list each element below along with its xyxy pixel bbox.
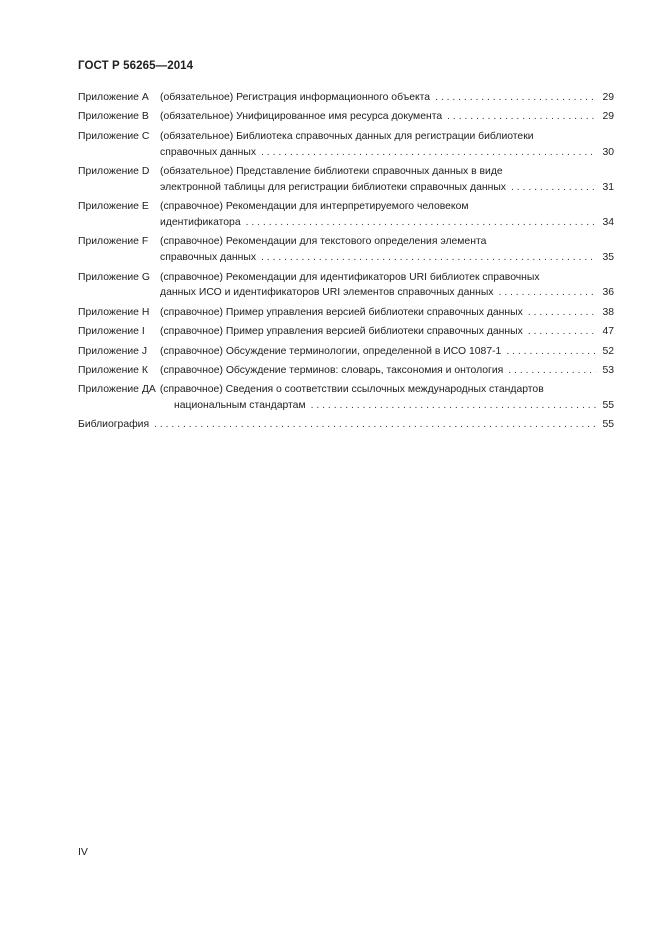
dot-leader <box>261 250 596 266</box>
toc-entry-title: (обязательное) Регистрация информационного объекта <box>160 92 431 103</box>
toc-entry-title: (справочное) Обсуждение терминов: словарь, таксономия и онтология <box>160 364 504 376</box>
toc-entry-page: 38 <box>602 306 614 318</box>
dot-leader <box>511 180 596 196</box>
table-of-contents <box>78 90 614 437</box>
dot-leader <box>435 90 596 106</box>
toc-entry-appendix-e[interactable] <box>78 199 614 231</box>
toc-entry-title-continuation: справочных данных <box>160 146 257 158</box>
dot-leader <box>506 344 596 360</box>
toc-entry-title: (справочное) Пример управления версией библиотеки справочных данных <box>160 326 523 338</box>
toc-entry-page: 29 <box>602 92 614 103</box>
toc-entry-appendix-b[interactable] <box>78 109 614 125</box>
toc-entry-label: Приложение I <box>78 326 145 338</box>
toc-entry-label: Приложение ДА <box>78 384 156 396</box>
dot-leader <box>154 417 596 433</box>
dot-leader <box>261 145 596 161</box>
toc-entry-appendix-i[interactable] <box>78 324 614 340</box>
toc-entry-label: Приложение В <box>78 111 149 123</box>
toc-entry-bibliography[interactable] <box>78 417 614 433</box>
toc-entry-appendix-d[interactable] <box>78 164 614 196</box>
toc-entry-title-continuation: электронной таблицы для регистрации библиотеки справочных данных <box>160 181 506 193</box>
toc-entry-appendix-c[interactable] <box>78 129 614 161</box>
toc-entry-appendix-h[interactable] <box>78 305 614 321</box>
toc-entry-title: (справочное) Сведения о соответствии ссылочных международных стандартов <box>159 384 544 396</box>
toc-entry-title-continuation: справочных данных <box>160 252 257 264</box>
toc-entry-title-continuation: идентификатора <box>160 216 241 228</box>
toc-entry-title: (справочное) Рекомендации для интерпретируемого человеком <box>160 201 469 213</box>
toc-entry-label: Приложение D <box>78 165 150 177</box>
toc-entry-label: Приложение G <box>78 271 150 283</box>
page-number: IV <box>78 846 88 858</box>
toc-entry-page: 30 <box>602 146 614 158</box>
toc-entry-page: 29 <box>602 111 614 123</box>
toc-entry-appendix-j[interactable] <box>78 344 614 360</box>
dot-leader <box>447 109 596 125</box>
toc-entry-page: 55 <box>602 400 614 412</box>
toc-entry-title: (справочное) Обсуждение терминологии, определенной в ИСО 1087-1 <box>160 345 502 357</box>
dot-leader <box>498 285 596 301</box>
dot-leader <box>508 363 596 379</box>
toc-entry-page: 31 <box>602 181 614 193</box>
toc-entry-label: Приложение Е <box>78 201 149 213</box>
dot-leader <box>528 324 596 340</box>
toc-entry-label: Приложение F <box>78 236 149 248</box>
toc-entry-title: (обязательное) Представление библиотеки справочных данных в виде <box>160 165 503 177</box>
toc-entry-label: Приложение К <box>78 364 148 376</box>
toc-entry-title-continuation: национальным стандартам <box>174 400 306 412</box>
toc-entry-appendix-k[interactable] <box>78 363 614 379</box>
document-header: ГОСТ Р 56265—2014 <box>78 60 194 72</box>
toc-entry-page: 36 <box>602 287 614 299</box>
toc-entry-page: 47 <box>602 326 614 338</box>
toc-entry-title: (обязательное) Унифицированное имя ресурса документа <box>160 111 443 123</box>
toc-entry-title-continuation: данных ИСО и идентификаторов URI элементов справочных данных <box>160 287 494 299</box>
toc-entry-label: Приложение С <box>78 130 150 142</box>
toc-entry-title: (справочное) Рекомендации для идентификаторов URI библиотек справочных <box>160 271 540 283</box>
dot-leader <box>528 305 596 321</box>
toc-entry-title: (справочное) Пример управления версией библиотеки справочных данных <box>160 306 523 318</box>
toc-entry-label: Приложение А <box>78 92 149 103</box>
toc-entry-appendix-g[interactable] <box>78 270 614 302</box>
dot-leader <box>246 215 596 231</box>
toc-entry-label: Приложение Н <box>78 306 150 318</box>
toc-entry-page: 53 <box>602 364 614 376</box>
toc-entry-appendix-f[interactable] <box>78 234 614 266</box>
toc-entry-page: 52 <box>602 345 614 357</box>
toc-entry-page: 34 <box>602 216 614 228</box>
toc-entry-title: (обязательное) Библиотека справочных данных для регистрации библиотеки <box>160 130 534 142</box>
dot-leader <box>311 398 596 414</box>
toc-entry-appendix-da[interactable] <box>78 382 614 414</box>
toc-entry-page: 35 <box>602 252 614 264</box>
toc-entry-title: (справочное) Рекомендации для текстового определения элемента <box>160 236 487 248</box>
toc-entry-label: Приложение J <box>78 345 148 357</box>
toc-entry-page: 55 <box>602 419 614 431</box>
toc-entry-appendix-a[interactable] <box>78 90 614 106</box>
toc-entry-label: Библиография <box>78 419 150 431</box>
